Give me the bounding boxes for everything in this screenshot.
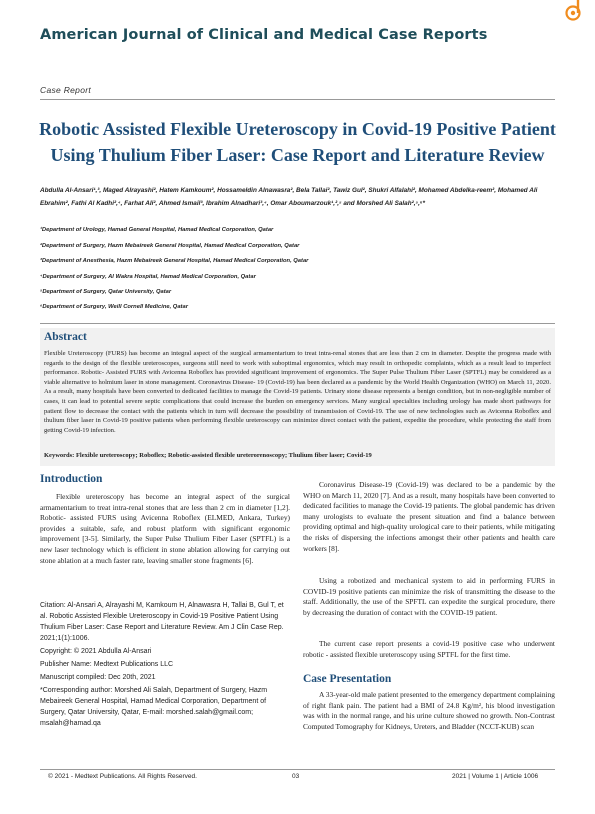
affiliation-6: ⁶Department of Surgery, Weill Cornell Medicine, Qatar (40, 304, 188, 310)
affiliation-3: ³Department of Anesthesia, Hazm Mebaireek General Hospital, Hamad Medical Corporation, Qatar (40, 258, 309, 264)
manuscript-date: Manuscript compiled: Dec 20th, 2021 (40, 674, 156, 681)
article-type-label: Case Report (40, 85, 92, 95)
abstract-heading: Abstract (44, 331, 87, 343)
introduction-paragraph-2: Coronavirus Disease-19 (Covid-19) was declared to be a pandemic by the WHO on March 11, 2020 [7]. And as a result, many hospitals have been converted to dedicated facilities to manage the Covid-19 patients. The global pandemic has driven many urologists to evaluate the present situation and find a balance between providing optimal and high-quality urological care to their patients, while mitigating the risks of dispersing the infections amongst their other patients and health care workers [8]. (303, 480, 555, 553)
abstract-text: Flexible Ureteroscopy (FURS) has become an integral aspect of the surgical armamentarium to treat intra-renal stones that are less than 2 cm in diameter. Despite the progress made with regards to the design of the flexible ureteroscopes, surgeons still need to work with suboptimal ergonomics, which may result in orthopedic complaints, which as a result lead to imperfect performance. Robotic- Assisted FURS with Avicenna Roboflex has provided significant improvement of ergonomics. The Super Pulse Thulium Fiber Laser (SPTFL) may be considered as a viable alternative to holmium laser in stone management. Coronavirus Disease- 19 (Covid-19) has been declared as a pandemic by the World Health Organization (WHO) on March 11, 2020. As a result, many hospitals have been converted to dedicated facilities to manage the Covid-19 patients. Urinary stone disease represents a benign condition, but in non-negligible number of cases, it can lead to potential severe septic complications that could increase the burden on emergency services. Many surgical specialties including urology has made short pathways for patient flow to decrease the contact with the patients which in turn will decrease the possibility of transmission of Covid-19. The use of new technologies such as Avicenna Roboflex and thulium fiber laser in Covid-19 positive patients when performing flexible ureteroscopy can minimize direct contact with the patient, expedite the procedure, while protecting the staff from getting Covid-19 infection. (44, 350, 551, 434)
introduction-paragraph-4: The current case report presents a covid-19 positive case who underwent robotic - assisted flexible ureteroscopy using SPTFL for the first time. (303, 639, 555, 659)
medtext-logo-icon (562, 0, 584, 22)
publisher-text: Publisher Name: Medtext Publications LLC (40, 661, 174, 668)
affiliation-5: ⁵Department of Surgery, Qatar University, Qatar (40, 289, 172, 295)
citation-box (40, 600, 285, 731)
introduction-heading: Introduction (40, 473, 103, 485)
corresponding-author: *Corresponding author: Morshed Ali Salah, Department of Surgery, Hazm Mebaireek General Hospital, Hamad Medical Corporation, Department of Surgery, Qatar University, Qatar, E-mail: morshed.salah@gmail.com; msalah@hamad.qa (40, 687, 268, 727)
introduction-paragraph-1: Flexible ureteroscopy has become an integral aspect of the surgical armamentarium to treat intra-renal stones that are less than 2 cm in diameter [1,2]. Robotic- assisted FURS using Avicenna Roboflex (ELMED, Ankara, Turkey) provides a suitable, safe, and robust platform with significant ergonomic improvement [3-5]. Similarly, the Super Pulse Thulium Fiber Laser (SPTFL) is a new laser technology which is efficient in stone ablation allowing for carrying out stone ablation at a much faster rate, leaving smaller stone fragments [6]. (40, 492, 290, 565)
divider (40, 323, 555, 324)
article-title: Robotic Assisted Flexible Ureteroscopy in Covid-19 Positive Patient Using Thulium Fiber Laser: Case Report and Literature Review (39, 119, 556, 165)
page-number: 03 (292, 773, 300, 780)
keywords: Keywords: Flexible ureteroscopy; Roboflex; Robotic-assisted flexible ureterorenoscopy; Thulium fiber laser; Covid-19 (44, 452, 372, 459)
case-presentation-heading: Case Presentation (303, 673, 392, 685)
affiliation-2: ²Department of Surgery, Hazm Mebaireek General Hospital, Hamad Medical Corporation, Qatar (40, 243, 300, 249)
footer-divider (40, 769, 555, 770)
citation-text: Citation: Al-Ansari A, Alrayashi M, Kamkoum H, Alnawasra H, Tallai B, Gul T, et al. Robotic Assisted Flexible Ureteroscopy in Covid-19 Positive Patient Using Thulium Fiber Laser: Case Report and Literature Review. Am J Clin Case Rep. 2021;1(1):1006. (40, 602, 284, 642)
divider (40, 99, 555, 100)
footer-volume: 2021 | Volume 1 | Article 1006 (452, 773, 539, 780)
case-presentation-paragraph: A 33-year-old male patient presented to the emergency department complaining of right flank pain. The patient had a BMI of 24.8 Kg/m², his blood investigation was with in the normal range, and his urine culture showed no growth. Non-Contrast Computed Tomography for Kidneys, Ureters, and Bladder (NCCT-KUB) scan (303, 690, 555, 731)
journal-title: American Journal of Clinical and Medical Case Reports (40, 27, 488, 43)
author-list: Abdulla Al-Ansari¹,³, Maged Alrayashi², Hatem Kamkoum², Hossameldin Alnawasra², Bela Tallai², Tawiz Gul², Shukri Alfalahi², Mohamed Abdelka-reem², Mohamed Ali Ebrahim², Fathi Al Kadhi²,⁴, Farhat Ali², Ahmed Ismail³, Ibrahim Alnadhari³,⁴, Omar Aboumarzouk¹,²,⁵ and Morshed Ali Salah²,⁵,⁶* (40, 187, 538, 207)
copyright-text: Copyright: © 2021 Abdulla Al-Ansari (40, 648, 152, 655)
affiliation-4: ⁴Department of Surgery, Al Wakra Hospital, Hamad Medical Corporation, Qatar (40, 274, 256, 280)
introduction-paragraph-3: Using a robotized and mechanical system to aid in performing FURS in COVID-19 positive patients can minimize the risk of transmitting the disease to the staff. Additionally, the use of the SPFTL can expedite the surgical procedure, there by decreasing the duration of contact with the COVID-19 patient. (303, 576, 555, 617)
affiliation-1: ¹Department of Urology, Hamad General Hospital, Hamad Medical Corporation, Qatar (40, 227, 274, 233)
footer-copyright: © 2021 - Medtext Publications. All Rights Reserved. (48, 773, 197, 780)
